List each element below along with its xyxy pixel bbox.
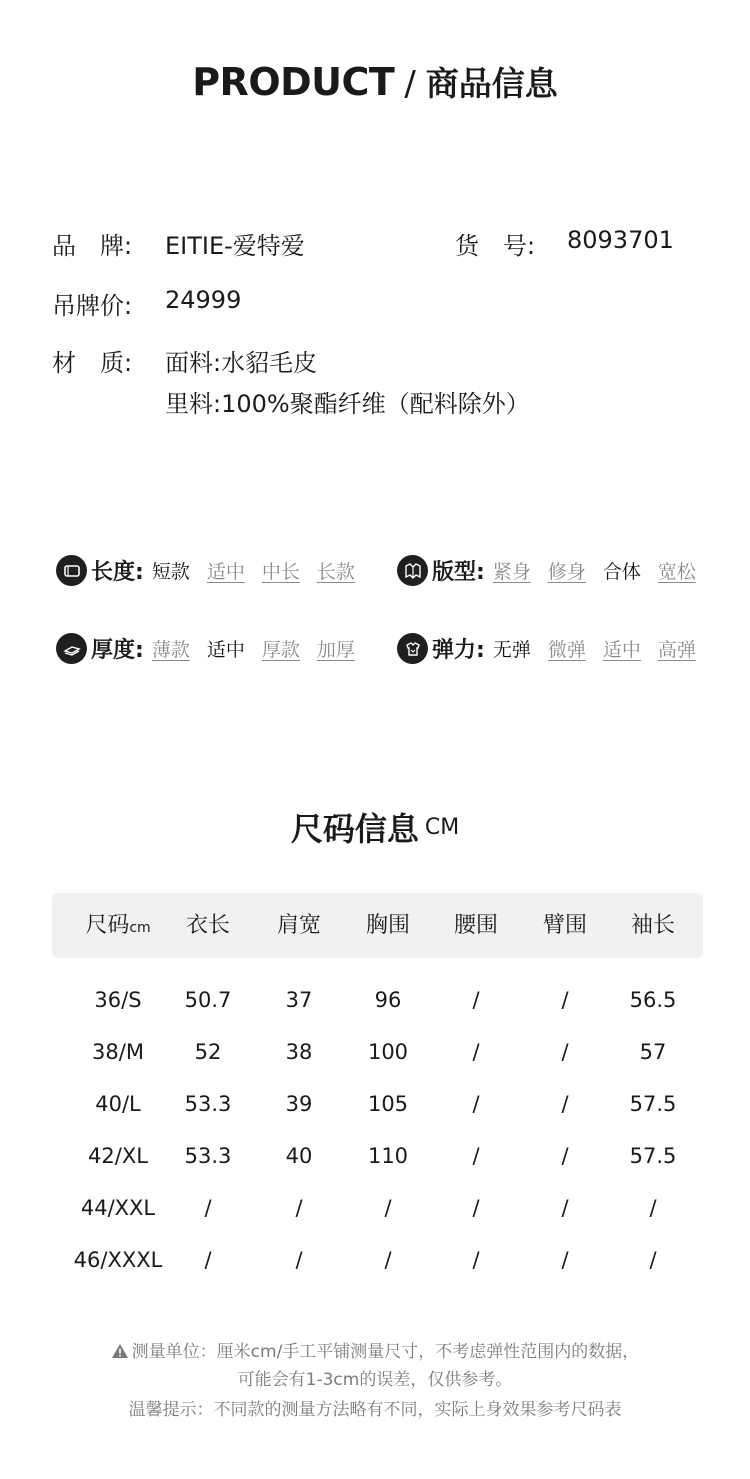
warning-icon bbox=[111, 1343, 129, 1359]
cell-chest: / bbox=[384, 1248, 392, 1272]
brand-value: EITIE-爱特爱 bbox=[165, 232, 305, 260]
cell-length: 53.3 bbox=[184, 1092, 232, 1116]
stretch-shirt-icon bbox=[397, 633, 428, 664]
cell-arm: / bbox=[561, 1092, 569, 1116]
cell-sleeve: / bbox=[649, 1248, 657, 1272]
material-fabric: 面料:水貂毛皮 bbox=[165, 349, 318, 377]
title-separator: / bbox=[404, 64, 416, 104]
column-header-shoulder: 肩宽 bbox=[276, 913, 321, 938]
material-label: 材 质: bbox=[52, 349, 133, 377]
jacket-length-icon bbox=[56, 555, 87, 586]
cell-length: 52 bbox=[194, 1040, 222, 1064]
length-option-medium: 适中 bbox=[206, 561, 245, 583]
cell-sleeve: 56.5 bbox=[629, 988, 677, 1012]
cell-waist: / bbox=[472, 1040, 480, 1064]
cell-sleeve: 57 bbox=[639, 1040, 667, 1064]
attribute-length bbox=[56, 555, 355, 586]
column-header-waist: 腰围 bbox=[453, 913, 498, 938]
length-option-short: 短款 bbox=[151, 561, 190, 583]
cell-arm: / bbox=[561, 1144, 569, 1168]
thickness-option-medium: 适中 bbox=[206, 639, 245, 661]
cell-length: 53.3 bbox=[184, 1144, 232, 1168]
brand-label: 品 牌: bbox=[52, 232, 133, 260]
elasticity-option-slight: 微弹 bbox=[547, 639, 586, 661]
attribute-thickness bbox=[56, 633, 355, 664]
cell-shoulder: / bbox=[295, 1248, 303, 1272]
body-fit-icon bbox=[397, 555, 428, 586]
cell-waist: / bbox=[472, 1144, 480, 1168]
size-section-title bbox=[0, 804, 750, 850]
cell-waist: / bbox=[472, 1196, 480, 1220]
cell-length: / bbox=[204, 1196, 212, 1220]
size-title-text: 尺码信息 bbox=[290, 810, 419, 848]
cell-shoulder: 39 bbox=[285, 1092, 313, 1116]
cell-size: 40/L bbox=[95, 1092, 141, 1116]
price-label: 吊牌价: bbox=[52, 292, 133, 320]
thickness-option-extra-thick: 加厚 bbox=[316, 639, 355, 661]
fit-option-slim: 修身 bbox=[547, 561, 586, 583]
cell-sleeve: / bbox=[649, 1196, 657, 1220]
cell-size: 38/M bbox=[92, 1040, 144, 1064]
cell-shoulder: 38 bbox=[285, 1040, 313, 1064]
attribute-length-name: 长度: bbox=[91, 560, 144, 585]
column-header-length: 衣长 bbox=[185, 913, 230, 938]
size-title-unit: CM bbox=[424, 815, 460, 840]
column-header-chest: 胸围 bbox=[365, 913, 410, 938]
column-header-sleeve: 袖长 bbox=[630, 913, 675, 938]
cell-size: 44/XXL bbox=[80, 1196, 156, 1220]
cell-shoulder: / bbox=[295, 1196, 303, 1220]
column-header-size: 尺码cm bbox=[85, 913, 151, 938]
title-english: PRODUCT bbox=[192, 60, 395, 104]
attribute-elasticity-name: 弹力: bbox=[432, 638, 485, 663]
cell-chest: / bbox=[384, 1196, 392, 1220]
elasticity-option-none: 无弹 bbox=[492, 639, 531, 661]
sku-label: 货 号: bbox=[455, 232, 536, 260]
fit-option-regular: 合体 bbox=[602, 561, 641, 583]
cell-shoulder: 37 bbox=[285, 988, 313, 1012]
cell-size: 36/S bbox=[94, 988, 142, 1012]
cell-length: 50.7 bbox=[184, 988, 232, 1012]
column-header-arm: 臂围 bbox=[542, 913, 587, 938]
measurement-note bbox=[0, 1337, 750, 1362]
title-chinese: 商品信息 bbox=[425, 64, 558, 103]
cell-shoulder: 40 bbox=[285, 1144, 313, 1168]
fabric-layers-icon bbox=[56, 633, 87, 664]
fit-option-tight: 紧身 bbox=[492, 561, 531, 583]
page-title bbox=[0, 58, 750, 105]
cell-sleeve: 57.5 bbox=[629, 1092, 677, 1116]
size-table-header bbox=[52, 893, 703, 958]
cell-arm: / bbox=[561, 1248, 569, 1272]
cell-size: 46/XXXL bbox=[73, 1248, 163, 1272]
cell-size: 42/XL bbox=[88, 1144, 148, 1168]
measurement-note-line2: 可能会有1-3cm的误差，仅供参考。 bbox=[237, 1370, 513, 1390]
measurement-note-line1: 测量单位：厘米cm/手工平铺测量尺寸，不考虑弹性范围内的数据， bbox=[131, 1342, 640, 1362]
cell-chest: 105 bbox=[367, 1092, 409, 1116]
cell-waist: / bbox=[472, 1092, 480, 1116]
cell-sleeve: 57.5 bbox=[629, 1144, 677, 1168]
elasticity-option-medium: 适中 bbox=[602, 639, 641, 661]
length-option-mid-long: 中长 bbox=[261, 561, 300, 583]
cell-waist: / bbox=[472, 1248, 480, 1272]
attribute-elasticity bbox=[397, 633, 696, 664]
thickness-option-thick: 厚款 bbox=[261, 639, 300, 661]
price-value: 24999 bbox=[165, 286, 242, 314]
cell-waist: / bbox=[472, 988, 480, 1012]
cell-chest: 96 bbox=[374, 988, 402, 1012]
thickness-option-thin: 薄款 bbox=[151, 639, 190, 661]
cell-arm: / bbox=[561, 1040, 569, 1064]
tip-note: 温馨提示：不同款的测量方法略有不同，实际上身效果参考尺码表 bbox=[128, 1400, 622, 1420]
material-lining: 里料:100%聚酯纤维（配料除外） bbox=[165, 390, 530, 418]
attribute-fit-name: 版型: bbox=[432, 560, 485, 585]
cell-chest: 110 bbox=[367, 1144, 409, 1168]
cell-length: / bbox=[204, 1248, 212, 1272]
sku-value: 8093701 bbox=[567, 226, 674, 254]
attribute-fit bbox=[397, 555, 696, 586]
attribute-thickness-name: 厚度: bbox=[91, 638, 144, 663]
elasticity-option-high: 高弹 bbox=[657, 639, 696, 661]
brand-row bbox=[52, 226, 132, 261]
cell-arm: / bbox=[561, 1196, 569, 1220]
fit-option-loose: 宽松 bbox=[657, 561, 696, 583]
cell-arm: / bbox=[561, 988, 569, 1012]
cell-chest: 100 bbox=[367, 1040, 409, 1064]
length-option-long: 长款 bbox=[316, 561, 355, 583]
